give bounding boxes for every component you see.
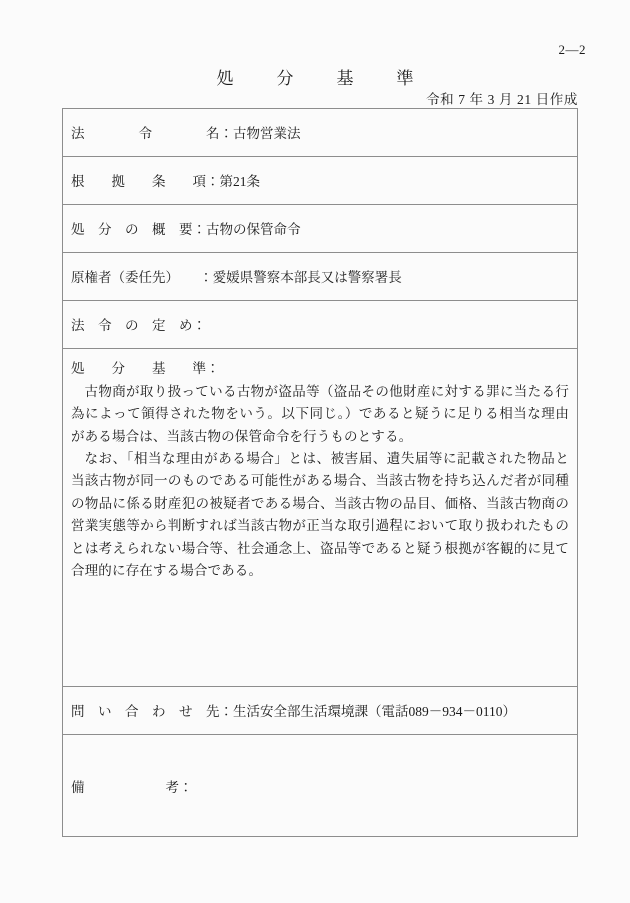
page-title: 処 分 基 準 — [216, 69, 427, 88]
table-row-criteria — [63, 349, 578, 687]
legal-provision-cell — [63, 301, 578, 349]
law-name-value: 古物営業法 — [233, 126, 301, 141]
original-authority-value: 愛媛県警察本部長又は警察署長 — [212, 270, 402, 285]
criteria-paragraph-2: なお、「相当な理由がある場合」とは、被害届、遺失届等に記載された物品と当該古物が同一のものである可能性がある場合、当該古物を持ち込んだ者が同種の物品に係る財産犯の被疑者である場合、当該古物の品目、価格、当該古物商の営業実態等から判断すれば当該古物が正当な取引過程において取り扱われたものとは考えられない場合等、社会通念上、盗品等であると疑う根拠が客観的に見て合理的に存在する場合である。 — [71, 451, 569, 579]
basis-article-value: 第21条 — [219, 174, 260, 189]
original-authority-label: 原権者（委任先） ： — [71, 270, 213, 285]
original-authority-cell — [63, 253, 578, 301]
page-number: 2—2 — [558, 42, 586, 57]
contact-cell — [63, 687, 578, 735]
table-row-legal-provision — [63, 301, 578, 349]
criteria-cell — [63, 349, 578, 687]
criteria-paragraph-1: 古物商が取り扱っている古物が盗品等（盗品その他財産に対する罪に当たる行為によって領得された物をいう。以下同じ。）であると疑うに足りる相当な理由がある場合は、当該古物の保管命令を行うものとする。 — [71, 383, 569, 444]
legal-provision-label: 法 令 の 定 め： — [71, 318, 206, 333]
remarks-cell — [63, 735, 578, 837]
table-row-original-authority — [63, 253, 578, 301]
disposition-outline-value: 古物の保管命令 — [206, 222, 301, 237]
basis-article-label: 根 拠 条 項： — [71, 174, 220, 189]
disposition-outline-cell — [63, 205, 578, 253]
criteria-heading: 処 分 基 準： — [71, 361, 220, 376]
created-date: 令和 7 年 3 月 21 日作成 — [426, 92, 578, 107]
disposition-outline-label: 処 分 の 概 要： — [71, 222, 206, 237]
table-row-contact — [63, 687, 578, 735]
basis-article-cell — [63, 157, 578, 205]
table-row-remarks — [63, 735, 578, 837]
remarks-label: 備 考： — [71, 780, 193, 795]
contact-value: 生活安全部生活環境課（電話089－934－0110） — [233, 704, 516, 719]
contact-label: 問 い 合 わ せ 先： — [71, 704, 233, 719]
law-name-cell — [63, 109, 578, 157]
table-row-disposition-outline — [63, 205, 578, 253]
table-row-basis-article — [63, 157, 578, 205]
law-name-label: 法 令 名： — [71, 126, 233, 141]
disposition-standard-table — [62, 108, 578, 837]
table-row-law-name — [63, 109, 578, 157]
